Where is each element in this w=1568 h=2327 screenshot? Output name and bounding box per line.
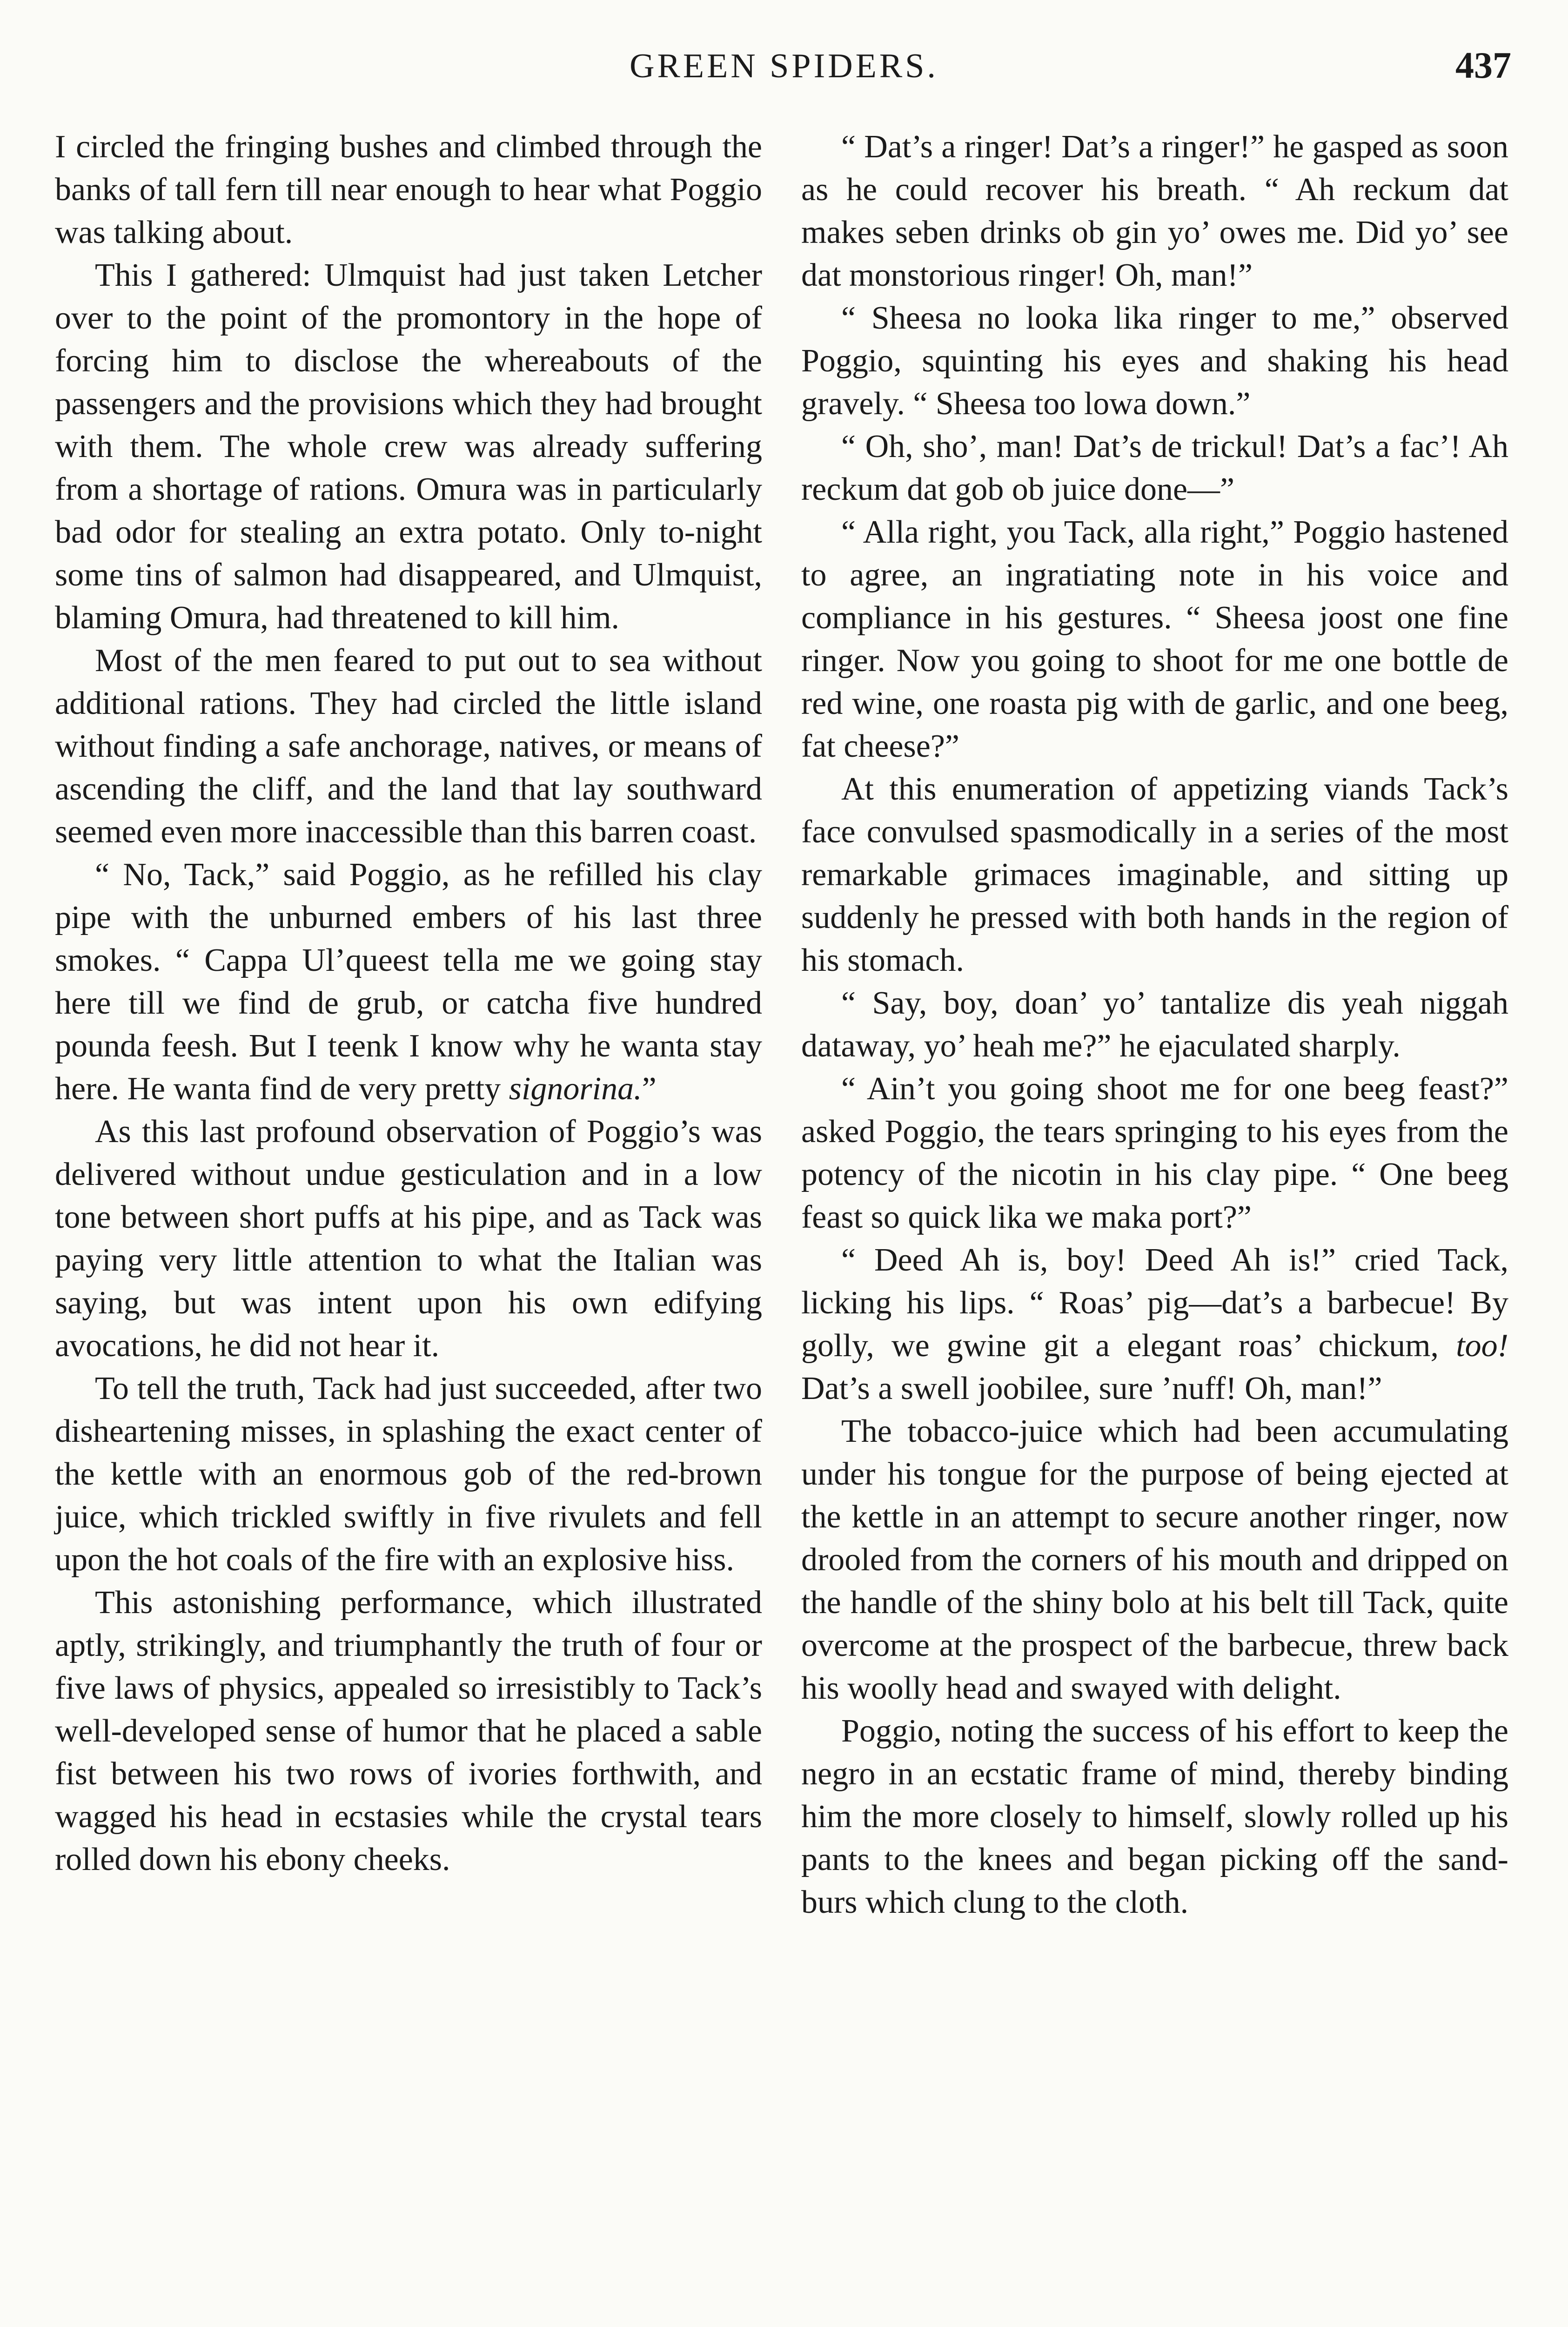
paragraph: This I gathered: Ulmquist had just taken Letcher over to the point of the promontory in the hope of forcing him to disclose the whereabouts of the passengers and the provisions which they had brought with them. The whole crew was already suffering from a shortage of rations. Omura was in particularly bad odor for stealing an extra potato. Only to-night some tins of salmon had disappeared, and Ulmquist, blaming Omura, had threatened to kill him. <box>55 257 762 636</box>
paragraph: As this last profound observation of Poggio’s was delivered without undue gesticulation and in a low tone between short puffs at his pipe, and as Tack was paying very little attention to what the Italian was saying, but was intent upon his own edifying avocations, he did not hear it. <box>55 1114 762 1364</box>
italic-word: too! <box>1456 1328 1508 1364</box>
paragraph <box>55 854 762 1110</box>
paragraph: At this enumeration of appetizing viands Tack’s face convulsed spasmodically in a series of the most remarkable grimaces imaginable, and sitting up suddenly he pressed with both hands in the region of his stomach. <box>801 771 1508 978</box>
paragraph-text: “ Deed Ah is, boy! Deed Ah is!” cried Tack, licking his lips. “ Roas’ pig—dat’s a barbecue! By golly, we gwine git a elegant roas’ chickum, <box>801 1242 1508 1364</box>
paragraph: This astonishing performance, which illustrated aptly, strikingly, and triumphantly the truth of four or five laws of physics, appealed so irresistibly to Tack’s well-developed sense of humor that he placed a sable fist between his two rows of ivories forthwith, and wagged his head in ecstasies while the crystal tears rolled down his ebony cheeks. <box>55 1585 762 1877</box>
italic-word: signorina. <box>509 1071 642 1107</box>
paragraph-text: ” <box>642 1071 657 1107</box>
paragraph <box>801 1239 1508 1410</box>
paragraph: Poggio, noting the success of his effort to keep the negro in an ecstatic frame of mind, thereby binding him the more closely to himself, slowly rolled up his pants to the knees and began picking off the sand-burs which clung to the cloth. <box>801 1713 1508 1920</box>
paragraph: I circled the fringing bushes and climbed through the banks of tall fern till near enough to hear what Poggio was talking about. <box>55 129 762 250</box>
paragraph-text: Dat’s a swell joobilee, sure ’nuff! Oh, man!” <box>801 1371 1382 1406</box>
running-title: GREEN SPIDERS. <box>630 47 938 85</box>
paragraph-text: “ No, Tack,” said Poggio, as he refilled his clay pipe with the unburned embers of his last three smokes. “ Cappa Ul’queest tella me we going stay here till we find de grub, or catcha five hundred pounda feesh. But I teenk I know why he wanta stay here. He wanta find de very pretty <box>55 857 762 1107</box>
paragraph: Most of the men feared to put out to sea without additional rations. They had circled the little island without finding a safe anchorage, natives, or means of ascending the cliff, and the land that lay southward seemed even more inaccessible than this barren coast. <box>55 643 762 850</box>
page-number: 437 <box>1455 45 1511 86</box>
paragraph: To tell the truth, Tack had just succeeded, after two disheartening misses, in splashing the exact center of the kettle with an enormous gob of the red-brown juice, which trickled swiftly in five rivulets and fell upon the hot coals of the fire with an explosive hiss. <box>55 1371 762 1578</box>
page-header <box>0 41 1568 97</box>
paragraph: “ Say, boy, doan’ yo’ tantalize dis yeah niggah dataway, yo’ heah me?” he ejaculated sharply. <box>801 985 1508 1064</box>
paragraph: The tobacco-juice which had been accumulating under his tongue for the purpose of being ejected at the kettle in an attempt to secure another ringer, now drooled from the corners of his mouth and dripped on the handle of the shiny bolo at his belt till Tack, quite overcome at the prospect of the barbecue, threw back his woolly head and swayed with delight. <box>801 1413 1508 1706</box>
paragraph: “ Alla right, you Tack, alla right,” Poggio hastened to agree, an ingratiating note in his voice and compliance in his gestures. “ Sheesa joost one fine ringer. Now you going to shoot for me one bottle de red wine, one roasta pig with de garlic, and one beeg, fat cheese?” <box>801 514 1508 764</box>
paragraph: “ Oh, sho’, man! Dat’s de trickul! Dat’s a fac’! Ah reckum dat gob ob juice done—” <box>801 429 1508 507</box>
paragraph: “ Dat’s a ringer! Dat’s a ringer!” he gasped as soon as he could recover his breath. “ Ah reckum dat makes seben drinks ob gin yo’ owes me. Did yo’ see dat monstorious ringer! Oh, man!” <box>801 129 1508 293</box>
left-column <box>55 126 762 1881</box>
paragraph: “ Ain’t you going shoot me for one beeg feast?” asked Poggio, the tears springing to his eyes from the potency of the nicotin in his clay pipe. “ One beeg feast so quick lika we maka port?” <box>801 1071 1508 1235</box>
right-column <box>801 126 1508 1924</box>
paragraph: “ Sheesa no looka lika ringer to me,” observed Poggio, squinting his eyes and shaking his head gravely. “ Sheesa too lowa down.” <box>801 300 1508 422</box>
